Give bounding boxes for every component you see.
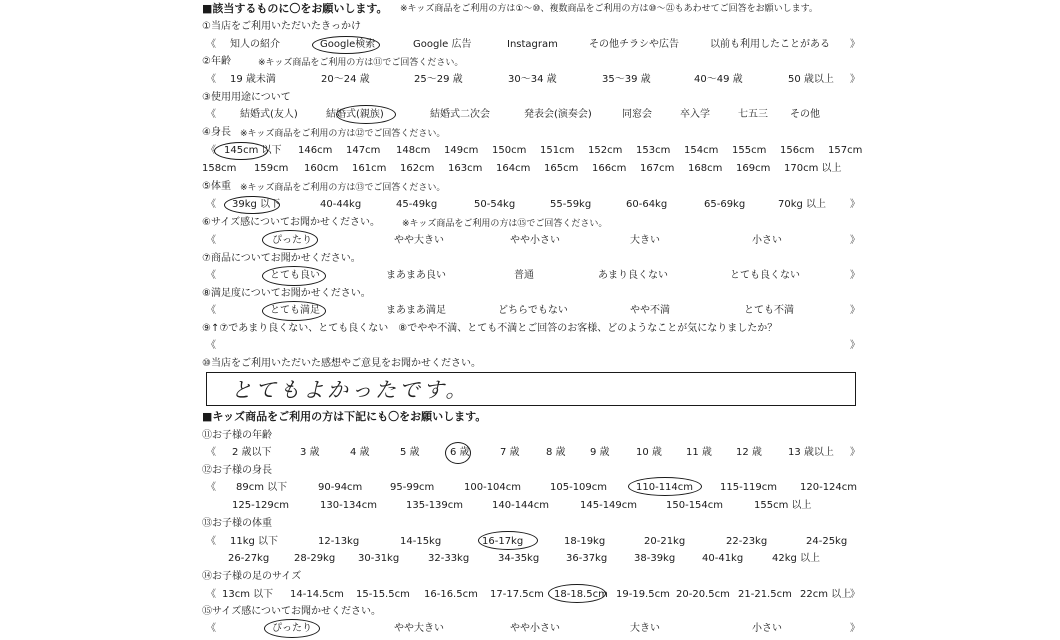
q14-option[interactable]: 17-17.5cm [490,589,544,600]
q5-option[interactable]: 60-64kg [626,199,668,210]
q13-option[interactable]: 18-19kg [564,536,606,547]
q4-option[interactable]: 165cm [544,163,579,174]
q4-option[interactable]: 150cm [492,145,527,156]
q2-option[interactable]: 19 歳未満 [230,74,276,85]
q6-option[interactable]: 小さい [752,235,782,246]
q6-option[interactable]: ぴったり [272,235,312,246]
q12-option[interactable]: 89cm 以下 [236,482,288,493]
q7-options [0,269,1060,287]
q2-option[interactable]: 30～34 歳 [508,74,557,85]
q4-option[interactable]: 164cm [496,163,531,174]
q15-options [0,622,1060,640]
bracket-close: 》 [850,623,860,634]
q6-option[interactable]: やや大きい [394,235,444,246]
bracket-open: 《 [206,74,216,85]
q13-option[interactable]: 20-21kg [644,536,686,547]
q2-option[interactable]: 20～24 歳 [321,74,370,85]
q1-option[interactable]: 知人の紹介 [230,39,280,50]
section1-title: ■該当するものに〇をお願いします。 [202,2,388,15]
handwritten-comment: とてもよかったです。 [231,378,470,402]
q3-option[interactable]: 結婚式二次会 [430,109,490,120]
q11-option[interactable]: 8 歳 [546,447,566,458]
q3-option[interactable]: 発表会(演奏会) [524,109,592,120]
q6-option[interactable]: やや小さい [510,235,560,246]
q2-option[interactable]: 40～49 歳 [694,74,743,85]
q8-label: ⑧満足度についてお聞かせください。 [202,288,371,299]
q13-label: ⑬お子様の体重 [202,518,272,529]
bracket-open: 《 [206,109,216,120]
q12-option[interactable]: 100-104cm [464,482,522,493]
q5-option[interactable]: 45-49kg [396,199,438,210]
q14-option[interactable]: 19-19.5cm [616,589,670,600]
bracket-open: 《 [206,482,216,493]
q12-option[interactable]: 110-114cm [636,482,694,493]
q13-option[interactable]: 42kg 以上 [772,553,821,564]
bracket-open: 《 [206,589,216,600]
section1-header [0,2,1060,20]
q4-option[interactable]: 170cm 以上 [784,163,842,174]
q5-heading [0,180,1060,198]
q13-options-row2 [0,552,1060,570]
q15-label: ⑮サイズ感についてお聞かせください。 [202,606,381,617]
q14-option[interactable]: 15-15.5cm [356,589,410,600]
q3-option[interactable]: 結婚式(友人) [240,109,298,120]
q4-option[interactable]: 159cm [254,163,289,174]
q5-option[interactable]: 70kg 以上 [778,199,827,210]
q14-option[interactable]: 18-18.5cm [554,589,608,600]
q13-option[interactable]: 11kg 以下 [230,536,279,547]
q13-option[interactable]: 26-27kg [228,553,270,564]
q13-option[interactable]: 12-13kg [318,536,360,547]
q11-options [0,446,1060,464]
q5-option[interactable]: 50-54kg [474,199,516,210]
q11-option[interactable]: 4 歳 [350,447,370,458]
q4-option[interactable]: 145cm 以下 [224,145,282,156]
q5-note: ※キッズ商品をご利用の方は⑬でご回答ください。 [240,183,446,193]
bracket-open: 《 [206,235,216,246]
q13-option[interactable]: 22-23kg [726,536,768,547]
q6-label: ⑥サイズ感についてお聞かせください。 [202,217,380,228]
q13-option[interactable]: 38-39kg [634,553,676,564]
bracket-close: 》 [850,340,860,351]
q13-option[interactable]: 14-15kg [400,536,442,547]
bracket-open: 《 [206,145,216,156]
q8-option[interactable]: まあまあ満足 [386,305,446,316]
q8-option[interactable]: とても不満 [744,305,794,316]
bracket-open: 《 [206,536,216,547]
q2-label: ②年齢 [202,56,231,67]
bracket-close: 》 [850,305,860,316]
q1-options [0,38,1060,56]
q2-heading [0,55,1060,73]
q11-option[interactable]: 9 歳 [590,447,610,458]
q1-option[interactable]: Google検索 [320,39,376,50]
q4-option[interactable]: 162cm [400,163,435,174]
bracket-open: 《 [206,623,216,634]
q4-option[interactable]: 154cm [684,145,719,156]
q4-label: ④身長 [202,127,231,138]
q11-option[interactable]: 13 歳以上 [788,447,834,458]
q3-option[interactable]: 七五三 [738,109,768,120]
section1-note: ※キッズ商品をご利用の方は①～⑩、複数商品をご利用の方は⑩～㉑もあわせてご回答をお願いします。 [400,4,818,14]
q3-option[interactable]: 同窓会 [622,109,652,120]
q12-options-row1 [0,481,1060,499]
q13-option[interactable]: 24-25kg [806,536,848,547]
q12-options-row2 [0,499,1060,517]
q14-label: ⑭お子様の足のサイズ [202,571,302,582]
q7-option[interactable]: とても良くない [730,270,800,281]
bracket-open: 《 [206,447,216,458]
q2-note: ※キッズ商品をご利用の方は⑪でご回答ください。 [258,58,464,68]
q4-option[interactable]: 161cm [352,163,387,174]
bracket-open: 《 [206,305,216,316]
q13-option[interactable]: 30-31kg [358,553,400,564]
q2-option[interactable]: 35～39 歳 [602,74,651,85]
q12-label: ⑫お子様の身長 [202,465,272,476]
q7-option[interactable]: 普通 [514,270,534,281]
q11-option[interactable]: 10 歳 [636,447,662,458]
q12-option[interactable]: 105-109cm [550,482,608,493]
q5-option[interactable]: 65-69kg [704,199,746,210]
q12-option[interactable]: 135-139cm [406,500,464,511]
q2-option[interactable]: 25～29 歳 [414,74,463,85]
bracket-open: 《 [206,340,216,351]
q11-option[interactable]: 6 歳 [450,447,470,458]
q3-option[interactable]: その他 [790,109,820,120]
bracket-open: 《 [206,270,216,281]
q12-option[interactable]: 145-149cm [580,500,638,511]
q14-options [0,588,1060,606]
q4-option[interactable]: 148cm [396,145,431,156]
q4-option[interactable]: 147cm [346,145,381,156]
bracket-close: 》 [850,447,860,458]
q4-option[interactable]: 155cm [732,145,767,156]
q4-option[interactable]: 169cm [736,163,771,174]
q8-option[interactable]: とても満足 [270,305,320,316]
q13-option[interactable]: 16-17kg [482,536,524,547]
bracket-close: 》 [850,39,860,50]
section2-title: ■キッズ商品をご利用の方は下記にも〇をお願いします。 [202,410,487,423]
q4-option[interactable]: 168cm [688,163,723,174]
q1-option[interactable]: Instagram [507,39,558,50]
q13-option[interactable]: 32-33kg [428,553,470,564]
q12-option[interactable]: 115-119cm [720,482,778,493]
q7-option[interactable]: とても良い [270,270,320,281]
q12-option[interactable]: 90-94cm [318,482,363,493]
q13-option[interactable]: 36-37kg [566,553,608,564]
q2-option[interactable]: 50 歳以上 [788,74,834,85]
q3-option[interactable]: 卒入学 [680,109,710,120]
q11-option[interactable]: 3 歳 [300,447,320,458]
q9-label: ⑨↑⑦であまり良くない、とても良くない ⑧でやや不満、とても不満とご回答のお客様、どのようなことが気になりましたか？ [202,323,778,334]
q5-label: ⑤体重 [202,181,231,192]
comment-box[interactable] [206,372,856,406]
q11-label: ⑪お子様の年齢 [202,430,272,441]
q4-note: ※キッズ商品をご利用の方は⑫でご回答ください。 [240,129,446,139]
q15-option[interactable]: やや大きい [394,623,444,634]
q4-option[interactable]: 166cm [592,163,627,174]
q6-option[interactable]: 大きい [630,235,660,246]
q4-option[interactable]: 167cm [640,163,675,174]
q8-option[interactable]: やや不満 [630,305,670,316]
q12-option[interactable]: 125-129cm [232,500,290,511]
q1-label: ①当店をご利用いただいたきっかけ [202,21,361,32]
bracket-close: 》 [850,235,860,246]
q3-options [0,108,1060,126]
q1-option[interactable]: 以前も利用したことがある [710,39,830,50]
q11-option[interactable]: 7 歳 [500,447,520,458]
q3-option[interactable]: 結婚式(親族) [326,109,384,120]
q4-option[interactable]: 158cm [202,163,237,174]
bracket-close: 》 [850,74,860,85]
bracket-close: 》 [850,199,860,210]
q14-option[interactable]: 22cm 以上 [800,589,852,600]
q15-option[interactable]: ぴったり [272,623,312,634]
q14-option[interactable]: 14-14.5cm [290,589,344,600]
q8-options [0,304,1060,322]
q13-options-row1 [0,535,1060,553]
q5-option[interactable]: 40-44kg [320,199,362,210]
q4-option[interactable]: 146cm [298,145,333,156]
q4-heading [0,126,1060,144]
q4-option[interactable]: 151cm [540,145,575,156]
q4-option[interactable]: 152cm [588,145,623,156]
q2-options [0,73,1060,91]
q5-option[interactable]: 55-59kg [550,199,592,210]
q1-option[interactable]: その他チラシや広告 [589,39,679,50]
q4-options-row2 [0,162,1060,180]
q9-answer-area [0,339,1060,357]
q11-option[interactable]: 5 歳 [400,447,420,458]
q11-option[interactable]: 2 歳以下 [232,447,272,458]
q4-option[interactable]: 160cm [304,163,339,174]
q4-option[interactable]: 163cm [448,163,483,174]
q1-option[interactable]: Google 広告 [413,39,472,50]
q5-options [0,198,1060,216]
q8-option[interactable]: どちらでもない [498,305,568,316]
q13-option[interactable]: 34-35kg [498,553,540,564]
q7-option[interactable]: あまり良くない [598,270,668,281]
q11-option[interactable]: 11 歳 [686,447,712,458]
q6-note: ※キッズ商品をご利用の方は⑮でご回答ください。 [402,219,608,229]
q4-options-row1 [0,144,1060,162]
bracket-close: 》 [850,270,860,281]
q14-option[interactable]: 13cm 以下 [222,589,274,600]
q12-option[interactable]: 130-134cm [320,500,378,511]
bracket-close: 》 [850,589,860,600]
q4-option[interactable]: 156cm [780,145,815,156]
q4-option[interactable]: 153cm [636,145,671,156]
q13-option[interactable]: 40-41kg [702,553,744,564]
q5-option[interactable]: 39kg 以下 [232,199,281,210]
q7-label: ⑦商品についてお聞かせください。 [202,253,361,264]
q15-option[interactable]: 小さい [752,623,782,634]
q6-heading [0,216,1060,234]
q12-option[interactable]: 155cm 以上 [754,500,812,511]
q12-option[interactable]: 140-144cm [492,500,550,511]
q7-option[interactable]: まあまあ良い [386,270,446,281]
q14-option[interactable]: 20-20.5cm [676,589,730,600]
q13-option[interactable]: 28-29kg [294,553,336,564]
q15-option[interactable]: 大きい [630,623,660,634]
bracket-open: 《 [206,39,216,50]
q3-label: ③使用用途について [202,92,291,103]
q11-option[interactable]: 12 歳 [736,447,762,458]
q10-label: ⑩当店をご利用いただいた感想やご意見をお聞かせください。 [202,358,481,369]
q12-option[interactable]: 95-99cm [390,482,435,493]
q14-option[interactable]: 21-21.5cm [738,589,792,600]
q15-option[interactable]: やや小さい [510,623,560,634]
q12-option[interactable]: 150-154cm [666,500,724,511]
q6-options [0,234,1060,252]
q12-option[interactable]: 120-124cm [800,482,858,493]
q4-option[interactable]: 157cm [828,145,863,156]
q4-option[interactable]: 149cm [444,145,479,156]
bracket-open: 《 [206,199,216,210]
q14-option[interactable]: 16-16.5cm [424,589,478,600]
